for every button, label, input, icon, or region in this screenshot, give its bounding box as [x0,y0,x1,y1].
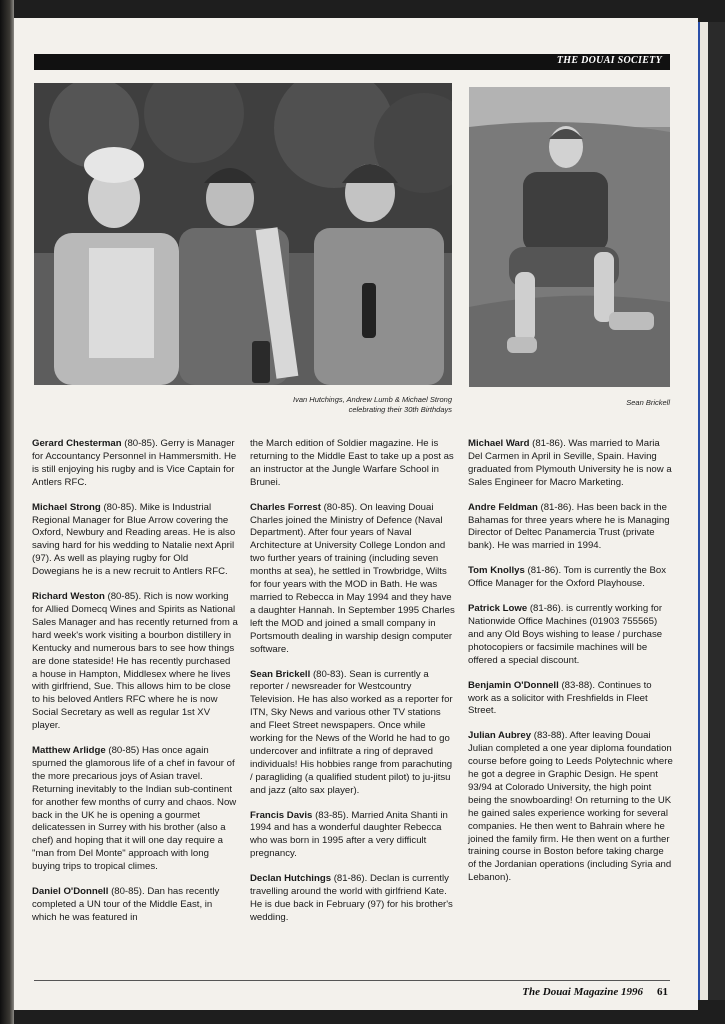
entry-text: Has been back in the Bahamas for three years where he is Managing Director of Deltec Panamercia Trust (private bank). He was married in 1994. [468,501,670,552]
entry-name: Michael Ward [468,438,530,449]
entry-text: Sean is currently a reporter / newsreader for Westcountry Television. He has also worked as a reporter for ITN, Sky News and various other TV stations and Fleet Street newspapers. Once while working for the News of the World he had to go undercover and infiltrate a ring of depraved individuals! His hobbies range from parachuting / paragliding (a qualified student pilot) to ju-jitsu and jazz (alto sax player). [250,668,453,796]
entry-years: (80-85). [323,501,358,513]
entry [468,565,674,591]
entry-text: Married Anita Shanti in 1994 and has a wonderful daughter Rebecca who was born in 1995 after a very difficult pregnancy. [250,809,448,860]
entry-years: (81-86). [540,501,575,513]
entry-text: Declan is currently travelling around the world with girlfriend Kate. He is due back in February (97) for his brother's wedding. [250,873,453,923]
entry-name: Matthew Arlidge [32,745,106,757]
entry-name: Patrick Lowe [468,603,528,615]
entry-name: Francis Davis [250,809,313,821]
entry-years: (83-88). [561,679,596,691]
entry-text: Continues to work as a solicitor with Freshfields in Fleet Street. [468,679,652,717]
entry [250,810,456,862]
entry-name: Richard Weston [32,591,105,603]
portrait-caption: Sean Brickell [626,398,670,407]
entry [468,730,674,885]
entry-name: Declan Hutchings [250,873,332,885]
entry [32,591,238,733]
entry [250,669,456,798]
entry-years: (81-86). [333,873,368,885]
entry-years: (80-83). [312,668,347,680]
entry [468,603,674,668]
entry-name: Sean Brickell [250,668,311,680]
entry [32,438,238,490]
page-edge-paper [700,22,708,1000]
entry [32,502,238,579]
entry-name: Andre Feldman [468,501,538,513]
caption-line: Ivan Hutchings, Andrew Lumb & Michael Strong [293,395,452,404]
section-title: THE DOUAI SOCIETY [556,55,662,66]
entry [250,502,456,657]
entry-name: Michael Strong [32,501,101,513]
entry-text: Dan has recently completed a UN tour of the Middle East, in which he was featured in [32,886,220,923]
page-number: 61 [657,986,668,998]
magazine-page [14,18,698,1010]
entry-name: Tom Knollys [468,565,525,577]
entry [468,502,674,554]
entry-text: Mike is Industrial Regional Manager for Blue Arrow covering the Oxford, Newbury and Reading areas. He is also saving hard for his wedding to Natalie next April (97). As well as playing rugby for Old Dowegians he is a new recruit to Antlers RFC. [32,501,236,578]
group-photo [34,83,452,385]
entry-years: (81-86). [529,603,564,615]
book-gutter [0,0,14,1024]
caption-line: celebrating their 30th Birthdays [348,405,452,414]
column-1 [32,438,238,937]
entry-name: Benjamin O'Donnell [468,679,559,691]
portrait-photo [469,87,670,387]
entry-years: (80-85). [103,501,138,513]
entry-years: (80-85). [107,591,142,603]
entry [250,438,456,490]
column-2 [250,438,456,937]
entry-name: Gerard Chesterman [32,438,122,449]
entry-name: Daniel O'Donnell [32,886,109,898]
entry-text: is currently working for Nationwide Office Machines (01903 755565) and any Old Boys wishing to lease / purchase photocopiers or facsimile machines will be offered a special discount. [468,603,663,666]
entry-text: After leaving Douai Julian completed a one year diploma foundation course before going to Leeds Polytechnic where he got a degree in Graphic Design. He spent 93/94 at Colorado University, the high point being the snowboarding! On returning to the UK he gained sales experience working for several companies. He then went to Bahrain where he joined the family firm. He then went on a further training course in Boston before taking charge of the Jordanian operations (including Syria and Lebanon). [468,730,673,884]
page-footer [522,986,668,998]
entry-text: the March edition of Soldier magazine. He is returning to the Middle East to take up a post as an instructor at the Jungle Warfare School in Brunei. [250,438,454,488]
entry-name: Julian Aubrey [468,730,532,742]
entry-years: (83-85). [315,809,349,821]
entry-years: (83-88). [533,730,568,742]
entry-text: Rich is now working for Allied Domecq Wines and Spirits as National Sales Manager and has recently returned from a hard week's work visiting a bourbon distillery in Kentucky and numerous bars to see how things are done stateside! He has recently purchased a house in Hampton, Middlesex where he lives with girlfriend, Sue. This allows him to be close to his beloved Antlers RFC where he is now Social Secretary as well as regular 1st XV player. [32,591,238,732]
entry-years: (80-85). [111,886,145,898]
entry-years: (80-85). [124,438,158,449]
entry-text: Tom is currently the Box Office Manager for the Oxford Playhouse. [468,565,666,590]
footer-rule [34,980,670,981]
section-header-bar [34,54,670,70]
entry [32,886,238,925]
entry [250,873,456,925]
magazine-title: The Douai Magazine 1996 [522,986,643,998]
column-3 [468,438,674,897]
entry-years: (80-85) [108,745,140,757]
entry-name: Charles Forrest [250,501,321,513]
entry-years: (81-86). [532,438,566,449]
page-edge-dark [708,22,725,1000]
entry-text: On leaving Douai Charles joined the Ministry of Defence (Naval Department). After four years of Naval Architecture at University College London and two further years of training (including seven months at sea), he settled in Trowbridge, Wilts for four years with the MOD in Bath. He was married to Rebecca in May 1994 and they have a daughter Hannah. In September 1995 Charles left the MOD and joined a small company in Portsmouth dealing in warship design computer software. [250,501,455,655]
entry-text: Has once again spurned the glamorous life of a chef in favour of the more precarious joys of Asian travel. Returning inevitably to the Indian sub-continent for another few months of curry and chaos. Now back in the UK he is opening a gourmet delicatessen in Surrey with his brother (also a chef) and hoping that it will one day require a "man from Del Monte" approach with long buying trips to tropical climes. [32,745,237,873]
group-photo-caption [234,395,452,415]
entry-years: (81-86). [527,565,562,577]
entry-text: Was married to Maria Del Carmen in April in Seville, Spain. Having graduated from Plymouth University he is now a Sales Engineer for Macro Marketing. [468,438,672,488]
entry [32,745,238,874]
entry [468,680,674,719]
entry [468,438,674,490]
entry-text: Gerry is Manager for Accountancy Personnel in Hammersmith. He is still enjoying his rugby and is Vice Captain for Antlers RFC. [32,438,237,488]
